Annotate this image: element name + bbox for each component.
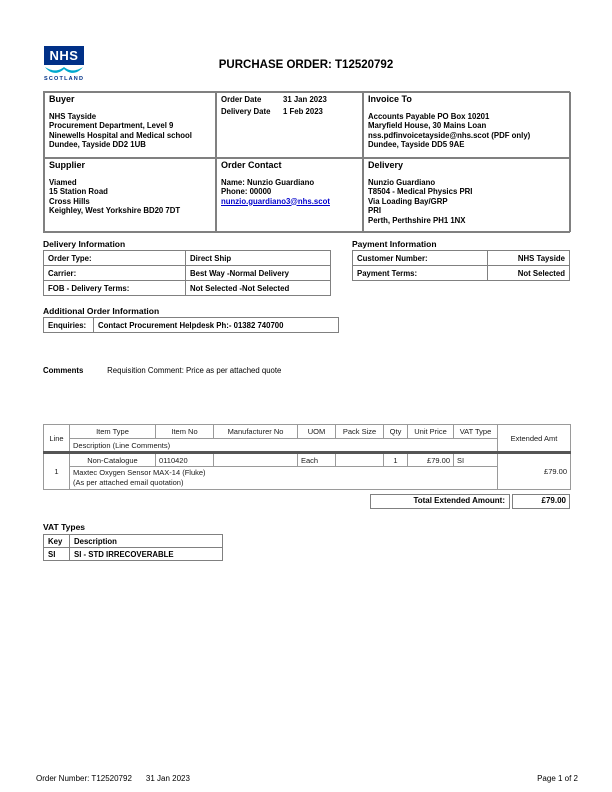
fob-delivery-terms-value: Not Selected -Not Selected	[186, 281, 331, 296]
page-title: PURCHASE ORDER: T12520792	[218, 59, 394, 71]
page-footer	[36, 774, 578, 783]
table-row	[44, 266, 331, 281]
invoice-to-line: Maryfield House, 30 Mains Loan	[368, 121, 487, 130]
supplier-section	[44, 158, 216, 232]
item-line-number: 1	[44, 453, 70, 490]
additional-order-information-heading: Additional Order Information	[43, 306, 160, 316]
nhs-logo-text: NHS	[44, 46, 84, 65]
supplier-line: Keighley, West Yorkshire BD20 7DT	[49, 206, 181, 215]
table-row	[44, 318, 339, 333]
order-contact-email-link[interactable]: nunzio.guardiano3@nhs.scot	[221, 196, 330, 206]
buyer-line: Dundee, Tayside DD2 1UB	[49, 140, 146, 149]
item-type: Non-Catalogue	[70, 453, 156, 467]
item-description-line: Maxtec Oxygen Sensor MAX-14 (Fluke)	[73, 468, 206, 477]
col-item-no: Item No	[156, 425, 214, 439]
col-unit-price: Unit Price	[408, 425, 454, 439]
table-row	[44, 281, 331, 296]
col-vat-type: VAT Type	[454, 425, 498, 439]
vat-description-header: Description	[70, 535, 223, 548]
order-header-table	[43, 91, 570, 233]
col-line: Line	[44, 425, 70, 453]
order-contact-section	[216, 158, 363, 232]
comments-text: Requisition Comment: Price as per attached quote	[107, 366, 282, 375]
vat-types-heading: VAT Types	[43, 522, 86, 532]
buyer-line: Procurement Department, Level 9	[49, 121, 174, 130]
delivery-line: Perth, Perthshire PH1 1NX	[368, 215, 466, 225]
order-date-label: Order Date	[221, 95, 262, 104]
col-uom: UOM	[298, 425, 336, 439]
table-row	[44, 251, 331, 266]
delivery-line: Via Loading Bay/GRP	[368, 196, 448, 206]
table-row	[353, 266, 570, 281]
delivery-line: Nunzio Guardiano	[368, 177, 436, 187]
buyer-section	[44, 92, 216, 158]
col-item-type: Item Type	[70, 425, 156, 439]
payment-terms-label: Payment Terms:	[353, 266, 488, 281]
carrier-value: Best Way -Normal Delivery	[186, 266, 331, 281]
buyer-line: Ninewells Hospital and Medical school	[49, 130, 192, 140]
item-manufacturer-no	[214, 453, 298, 467]
vat-key: SI	[44, 548, 70, 561]
total-extended-amount-value: £79.00	[512, 494, 570, 509]
order-dates-section	[216, 92, 363, 158]
table-row	[353, 251, 570, 266]
item-row	[44, 453, 571, 467]
item-description-line: (As per attached email quotation)	[73, 478, 184, 487]
delivery-label: Delivery	[368, 160, 404, 170]
order-type-value: Direct Ship	[186, 251, 331, 266]
supplier-line: Cross Hills	[49, 196, 90, 206]
footer-date: 31 Jan 2023	[145, 774, 190, 783]
item-vat-type: SI	[454, 453, 498, 467]
item-unit-price: £79.00	[408, 453, 454, 467]
vat-description: SI - STD IRRECOVERABLE	[70, 548, 223, 561]
footer-order-number: Order Number: T12520792	[36, 774, 132, 783]
fob-delivery-terms-label: FOB - Delivery Terms:	[44, 281, 186, 296]
payment-information-heading: Payment Information	[352, 239, 437, 249]
nhs-scotland-text: SCOTLAND	[44, 76, 85, 82]
delivery-information-table	[43, 250, 331, 296]
payment-terms-value: Not Selected	[488, 266, 570, 281]
item-extended-amt: £79.00	[498, 453, 571, 490]
vat-key-header: Key	[44, 535, 70, 548]
total-section	[43, 494, 570, 512]
buyer-label: Buyer	[49, 94, 75, 104]
total-extended-amount-label: Total Extended Amount:	[370, 494, 510, 509]
invoice-to-label: Invoice To	[368, 94, 412, 104]
customer-number-label: Customer Number:	[353, 251, 488, 266]
item-qty: 1	[384, 453, 408, 467]
enquiries-value: Contact Procurement Helpdesk Ph:- 01382 740700	[94, 318, 339, 333]
item-uom: Each	[298, 453, 336, 467]
invoice-to-line: nss.pdfinvoicetayside@nhs.scot (PDF only)	[368, 130, 531, 140]
additional-order-information-table	[43, 317, 339, 333]
items-header-row-2	[44, 439, 571, 453]
vat-header-row	[44, 535, 223, 548]
col-description: Description (Line Comments)	[70, 439, 498, 453]
delivery-date-value: 1 Feb 2023	[283, 106, 323, 116]
enquiries-label: Enquiries:	[44, 318, 94, 333]
item-description-row	[44, 467, 571, 490]
item-pack-size	[336, 453, 384, 467]
delivery-section	[363, 158, 571, 232]
comments-label: Comments	[43, 366, 84, 375]
invoice-to-line: Accounts Payable PO Box 10201	[368, 111, 490, 121]
delivery-information-heading: Delivery Information	[43, 239, 126, 249]
buyer-line: NHS Tayside	[49, 111, 97, 121]
vat-types-table	[43, 534, 223, 561]
order-contact-name: Name: Nunzio Guardiano	[221, 177, 315, 187]
invoice-to-section	[363, 92, 571, 158]
vat-row	[44, 548, 223, 561]
footer-page-number: Page 1 of 2	[537, 774, 578, 783]
item-no: 0110420	[156, 453, 214, 467]
invoice-to-line: Dundee, Tayside DD5 9AE	[368, 140, 465, 149]
col-extended-amt: Extended Amt	[498, 425, 571, 453]
carrier-label: Carrier:	[44, 266, 186, 281]
col-manufacturer-no: Manufacturer No	[214, 425, 298, 439]
customer-number-value: NHS Tayside	[488, 251, 570, 266]
col-qty: Qty	[384, 425, 408, 439]
payment-information-table	[352, 250, 570, 281]
delivery-line: PRI	[368, 206, 381, 215]
supplier-label: Supplier	[49, 160, 86, 170]
line-items-table	[43, 424, 571, 490]
delivery-date-label: Delivery Date	[221, 106, 271, 116]
col-pack-size: Pack Size	[336, 425, 384, 439]
footer-left	[36, 774, 190, 783]
delivery-line: T8504 - Medical Physics PRI	[368, 187, 473, 196]
supplier-line: 15 Station Road	[49, 187, 108, 196]
supplier-line: Viamed	[49, 177, 77, 187]
order-type-label: Order Type:	[44, 251, 186, 266]
order-contact-label: Order Contact	[221, 160, 282, 170]
items-header-row	[44, 425, 571, 439]
order-date-value: 31 Jan 2023	[283, 95, 327, 104]
item-description	[70, 467, 498, 490]
order-contact-phone: Phone: 00000	[221, 187, 272, 196]
comments-section	[43, 366, 281, 375]
